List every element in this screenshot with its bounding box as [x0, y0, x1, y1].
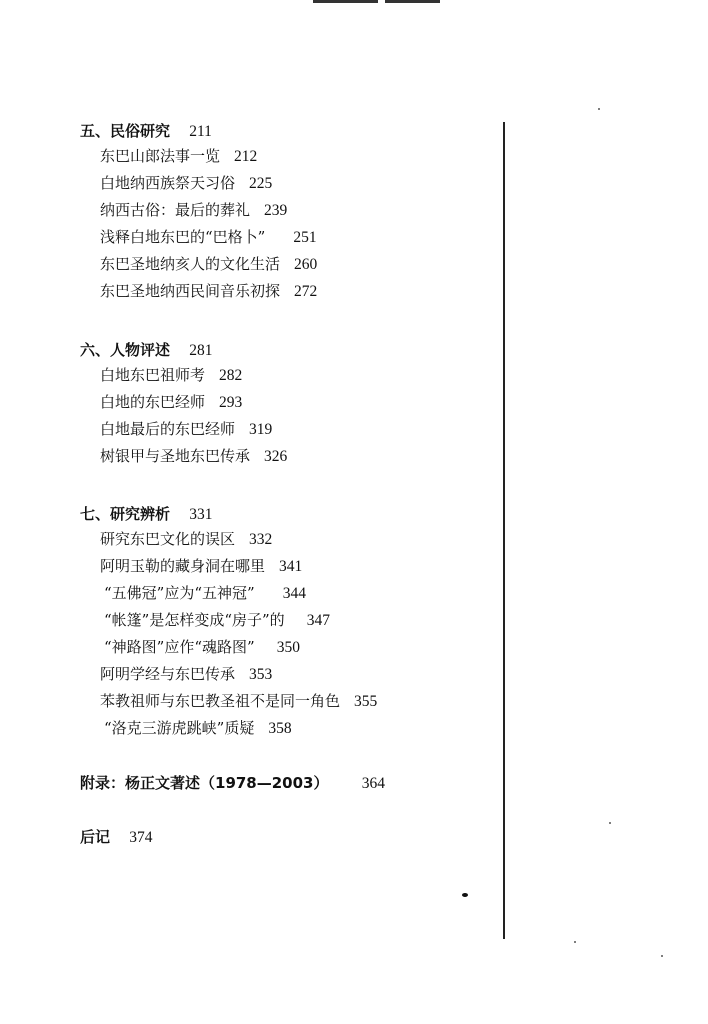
page-number: 239: [264, 202, 288, 219]
toc-entry[interactable]: [80, 416, 287, 443]
entry-title: “五佛冠”应为“五神冠”: [104, 584, 255, 602]
ink-speck: [661, 955, 663, 957]
entry-title: 白地东巴祖师考: [100, 366, 206, 384]
ink-speck: [598, 108, 600, 110]
entry-title: “神路图”应作“魂路图”: [104, 638, 255, 656]
toc-entry[interactable]: [80, 553, 377, 580]
page-number: 341: [279, 558, 303, 575]
page-number: 225: [249, 175, 273, 192]
toc-entry[interactable]: [80, 251, 317, 278]
section-title[interactable]: [80, 771, 385, 795]
toc-entry[interactable]: [80, 143, 317, 170]
page-number: 319: [249, 421, 273, 438]
toc-entry[interactable]: [80, 278, 317, 305]
toc-appendix: [80, 771, 385, 795]
page-number: 358: [268, 720, 292, 737]
ink-speck: [609, 822, 611, 824]
section-title-text: 附录：杨正文著述（1978—2003）: [80, 774, 329, 792]
section-title-text: 五、民俗研究: [80, 122, 171, 140]
entry-title: 树银甲与圣地东巴传承: [100, 447, 251, 465]
toc-entry[interactable]: [80, 526, 377, 553]
entry-title: 白地纳西族祭天习俗: [100, 174, 236, 192]
entry-title: 阿明学经与东巴传承: [100, 665, 236, 683]
ink-speck: [462, 893, 468, 897]
toc-entry[interactable]: [80, 715, 377, 742]
toc-entry[interactable]: [80, 170, 317, 197]
scan-edge-mark: [385, 0, 440, 3]
toc-section-7: [80, 502, 377, 742]
page-number: 260: [294, 256, 318, 273]
page-number: 282: [219, 367, 243, 384]
toc-entry[interactable]: [80, 362, 287, 389]
ink-speck: [574, 941, 576, 943]
toc-entry[interactable]: [80, 224, 317, 251]
page-number: 374: [129, 829, 153, 846]
entry-title: 东巴圣地纳亥人的文化生活: [100, 255, 281, 273]
toc-entry[interactable]: [80, 634, 377, 661]
page-number: 293: [219, 394, 243, 411]
toc-entry[interactable]: [80, 443, 287, 470]
page-number: 332: [249, 531, 273, 548]
page-number: 347: [306, 612, 330, 629]
page-number: 212: [234, 148, 258, 165]
section-title[interactable]: [80, 338, 287, 362]
page-number: 364: [361, 775, 385, 792]
page-number: 350: [276, 639, 300, 656]
section-title[interactable]: [80, 119, 317, 143]
entry-title: “帐篷”是怎样变成“房子”的: [104, 611, 285, 629]
toc-section-5: [80, 119, 317, 305]
section-title-text: 六、人物评述: [80, 341, 171, 359]
entry-title: 浅释白地东巴的“巴格卜”: [100, 228, 266, 246]
toc-entry[interactable]: [80, 389, 287, 416]
page-number: 331: [189, 506, 213, 523]
page-number: 281: [189, 342, 213, 359]
entry-title: 研究东巴文化的误区: [100, 530, 236, 548]
toc-section-6: [80, 338, 287, 470]
page-number: 272: [294, 283, 318, 300]
page-number: 344: [282, 585, 306, 602]
toc-entry[interactable]: [80, 197, 317, 224]
section-title-text: 七、研究辨析: [80, 505, 171, 523]
page-number: 355: [354, 693, 378, 710]
toc-entry[interactable]: [80, 607, 377, 634]
entry-title: 纳西古俗：最后的葬礼: [100, 201, 251, 219]
entry-title: 白地最后的东巴经师: [100, 420, 236, 438]
page-number: 326: [264, 448, 288, 465]
entry-title: “洛克三游虎跳峡”质疑: [104, 719, 255, 737]
page-gutter-line: [503, 122, 505, 939]
section-title[interactable]: [80, 502, 377, 526]
toc-entry[interactable]: [80, 580, 377, 607]
entry-title: 白地的东巴经师: [100, 393, 206, 411]
toc-entry[interactable]: [80, 661, 377, 688]
scan-edge-mark: [313, 0, 378, 3]
page-number: 211: [189, 123, 212, 140]
page-number: 353: [249, 666, 273, 683]
section-title-text: 后记: [80, 828, 111, 846]
entry-title: 东巴山郎法事一览: [100, 147, 221, 165]
toc-entry[interactable]: [80, 688, 377, 715]
entry-title: 阿明玉勒的藏身洞在哪里: [100, 557, 266, 575]
entry-title: 东巴圣地纳西民间音乐初探: [100, 282, 281, 300]
section-title[interactable]: [80, 825, 153, 849]
page-number: 251: [293, 229, 317, 246]
toc-afterword: [80, 825, 153, 849]
entry-title: 苯教祖师与东巴教圣祖不是同一角色: [100, 692, 341, 710]
